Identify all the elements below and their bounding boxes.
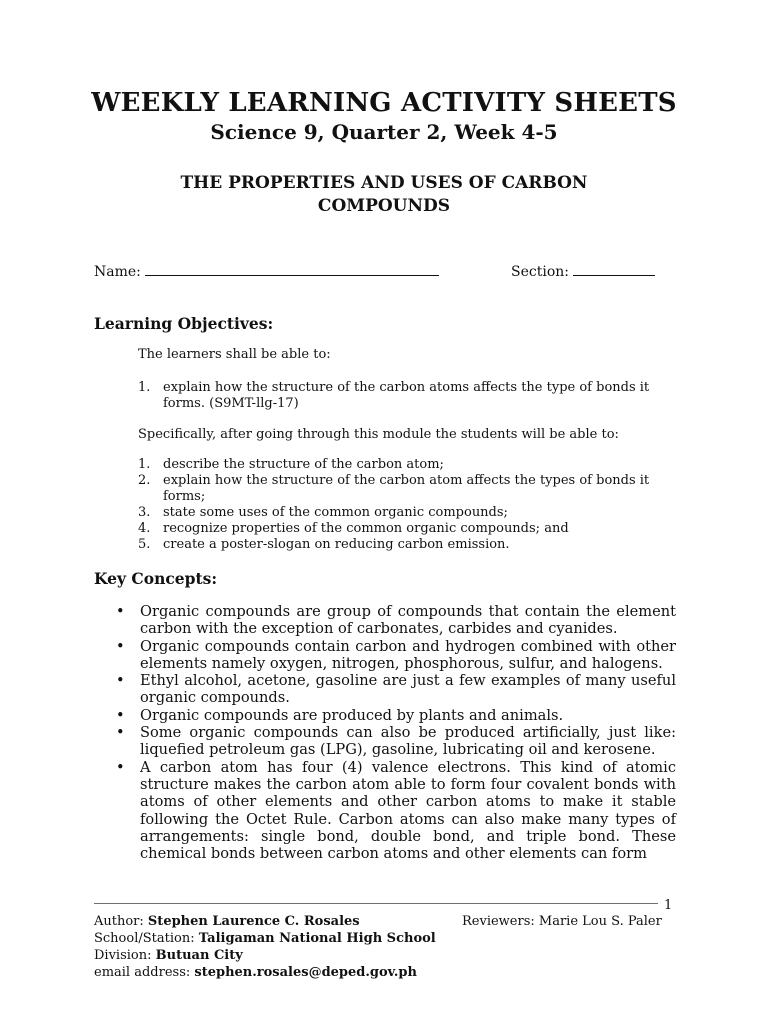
objective-text-line-2: forms. (S9MT-llg-17): [163, 396, 299, 411]
division-label: Division:: [94, 948, 152, 963]
section-blank-line[interactable]: [573, 262, 655, 276]
specific-objective-item: [138, 537, 678, 553]
section-label: Section:: [511, 264, 569, 280]
objective-number: 5.: [138, 537, 151, 552]
bullet-icon: •: [116, 672, 125, 690]
division-name: Butuan City: [155, 948, 243, 963]
key-concept-text: Organic compounds contain carbon and hydrogen combined with other elements namely oxygen, nitrogen, phosphorous, sulfur, and halogens.: [140, 637, 676, 672]
bullet-icon: •: [116, 758, 125, 776]
key-concepts-list: [116, 603, 676, 862]
email-address: stephen.rosales@deped.gov.ph: [194, 965, 417, 980]
school-label: School/Station:: [94, 931, 195, 946]
objective-number: 4.: [138, 521, 151, 536]
objective-text: recognize properties of the common organic compounds; and: [163, 521, 569, 536]
footer-divider: [94, 903, 658, 904]
key-concept-text: Some organic compounds can also be produced artificially, just like: liquefied petroleum gas (LPG), gasoline, lubricating oil and kerosene.: [140, 724, 676, 759]
main-objective-item: [138, 380, 678, 412]
key-concept-item: [116, 707, 676, 724]
objective-number: 3.: [138, 505, 151, 520]
name-blank-line[interactable]: [145, 262, 439, 276]
specific-objective-item: [138, 457, 678, 473]
key-concepts-heading: Key Concepts:: [94, 569, 218, 588]
topic-line-1: THE PROPERTIES AND USES OF CARBON: [180, 173, 588, 193]
specific-objective-item: [138, 473, 678, 505]
key-concept-text: Ethyl alcohol, acetone, gasoline are just a few examples of many useful organic compounds.: [140, 672, 676, 707]
author-label: Author:: [94, 914, 144, 929]
key-concept-text: A carbon atom has four (4) valence electrons. This kind of atomic structure makes the carbon atom able to form four covalent bonds with atoms of other elements and other carbon atoms to make it stable following the Octet Rule. Carbon atoms can also make many types of arrangements: single bond, double bond, and triple bond. These chemical bonds between carbon atoms and other elements can form: [140, 758, 676, 863]
objective-number: 1.: [138, 457, 151, 472]
specific-objective-item: [138, 521, 678, 537]
reviewers-label: Reviewers:: [462, 914, 535, 929]
specific-objective-list: [138, 457, 678, 553]
specific-objective-item: [138, 505, 678, 521]
page-number: 1: [664, 898, 673, 913]
bullet-icon: •: [116, 637, 125, 655]
name-field[interactable]: [94, 262, 439, 280]
objective-text-line-1: explain how the structure of the carbon atoms affects the type of bonds it: [163, 380, 650, 395]
objectives-heading: Learning Objectives:: [94, 314, 274, 333]
objective-text: create a poster-slogan on reducing carbon emission.: [163, 537, 510, 552]
objective-number: 1.: [138, 380, 151, 395]
topic-line-2: COMPOUNDS: [317, 196, 451, 216]
objective-text-line-2: forms;: [163, 489, 206, 504]
objective-text: describe the structure of the carbon atom;: [163, 457, 444, 472]
footer-email: [94, 964, 417, 981]
section-field[interactable]: [511, 262, 655, 280]
key-concept-item: [116, 603, 676, 638]
objective-text: state some uses of the common organic compounds;: [163, 505, 508, 520]
key-concept-text: Organic compounds are group of compounds that contain the element carbon with the exception of carbonates, carbides and cyanides.: [140, 603, 676, 638]
author-name: Stephen Laurence C. Rosales: [147, 914, 360, 929]
topic-heading: [130, 172, 638, 218]
bullet-icon: •: [116, 706, 125, 724]
bullet-icon: •: [116, 603, 125, 620]
objectives-intro: The learners shall be able to:: [138, 347, 331, 362]
footer-reviewers: [462, 913, 662, 930]
objective-number: 2.: [138, 473, 151, 488]
key-concept-item: [116, 672, 676, 707]
footer-division: [94, 947, 243, 964]
footer-school: [94, 930, 436, 947]
footer-author: [94, 913, 360, 930]
reviewers-names: Marie Lou S. Paler: [538, 914, 662, 929]
main-objective-list: [138, 380, 678, 412]
objective-text-line-1: explain how the structure of the carbon atom affects the types of bonds it: [163, 473, 650, 488]
school-name: Taligaman National High School: [198, 931, 436, 946]
key-concept-item: [116, 759, 676, 863]
document-title: WEEKLY LEARNING ACTIVITY SHEETS: [91, 88, 677, 118]
name-label: Name:: [94, 264, 141, 280]
document-subtitle: Science 9, Quarter 2, Week 4-5: [210, 120, 558, 144]
key-concept-text: Organic compounds are produced by plants and animals.: [140, 706, 564, 724]
email-label: email address:: [94, 965, 191, 980]
specific-objectives-intro: Specifically, after going through this module the students will be able to:: [138, 427, 619, 442]
key-concept-item: [116, 724, 676, 759]
key-concept-item: [116, 638, 676, 673]
bullet-icon: •: [116, 724, 125, 742]
